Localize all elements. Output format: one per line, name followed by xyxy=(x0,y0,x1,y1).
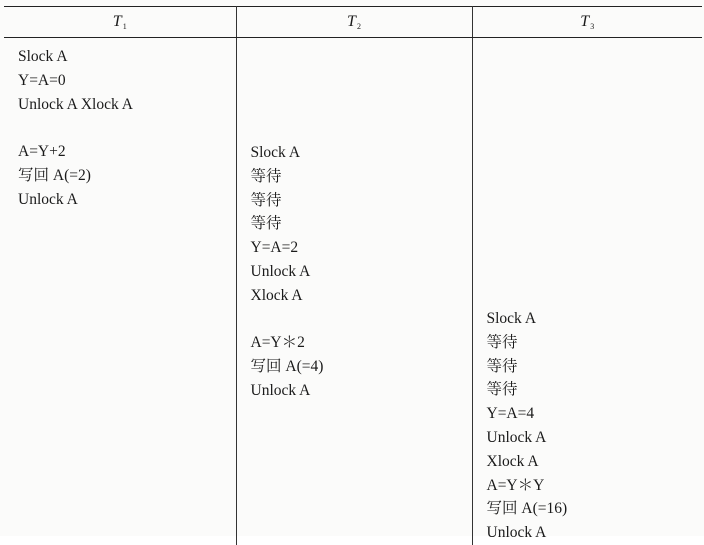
t2-line: Unlock A xyxy=(250,381,311,399)
t2-line: 等待 xyxy=(250,191,282,209)
header-t1-letter: T xyxy=(112,13,122,30)
t3-line: 等待 xyxy=(486,333,518,351)
t1-line: Y=A=0 xyxy=(18,71,66,89)
t2-line: 等待 xyxy=(250,215,282,233)
t2-line: Slock A xyxy=(250,144,301,161)
t1-line: A=Y+2 xyxy=(18,143,66,161)
header-t3-sub: 3 xyxy=(590,22,595,31)
header-t3-letter: T xyxy=(580,13,590,30)
t3-line: 等待 xyxy=(486,357,518,375)
header-t1 xyxy=(4,7,236,38)
header-t2-sub: 2 xyxy=(356,22,361,31)
t2-line: 等待 xyxy=(250,167,282,185)
t2-line: Unlock A xyxy=(250,262,311,280)
t2-line: Xlock A xyxy=(250,286,303,304)
t3-line: Unlock A xyxy=(486,524,547,542)
t3-line: 写回 A(=16) xyxy=(486,500,568,518)
t1-line: Slock A xyxy=(18,48,68,65)
t2-line: Y=A=2 xyxy=(250,239,299,257)
t3-line: 等待 xyxy=(486,381,518,399)
t3-line: Unlock A xyxy=(486,428,547,446)
t3-line: Xlock A xyxy=(486,452,539,470)
transaction-schedule-table xyxy=(4,6,702,545)
t1-line: 写回 A(=2) xyxy=(18,166,91,184)
t3-line: Y=A=4 xyxy=(486,405,535,423)
t1-line xyxy=(18,116,236,140)
t1-line: Unlock A Xlock A xyxy=(18,95,133,113)
header-row xyxy=(4,7,702,38)
header-t2 xyxy=(236,7,472,38)
body-row xyxy=(4,38,702,545)
header-t3 xyxy=(472,7,702,38)
column-t3 xyxy=(472,38,702,545)
column-t2 xyxy=(236,38,472,545)
t3-line: Slock A xyxy=(486,310,537,327)
t2-line: 写回 A(=4) xyxy=(250,358,324,376)
t1-line: Unlock A xyxy=(18,190,78,208)
header-t2-letter: T xyxy=(347,13,356,30)
t2-line: A=Y＊2 xyxy=(250,334,305,352)
header-t1-sub: 1 xyxy=(122,22,127,31)
t3-line: A=Y＊Y xyxy=(486,476,545,494)
t2-line xyxy=(251,308,472,332)
column-t1 xyxy=(4,38,236,545)
